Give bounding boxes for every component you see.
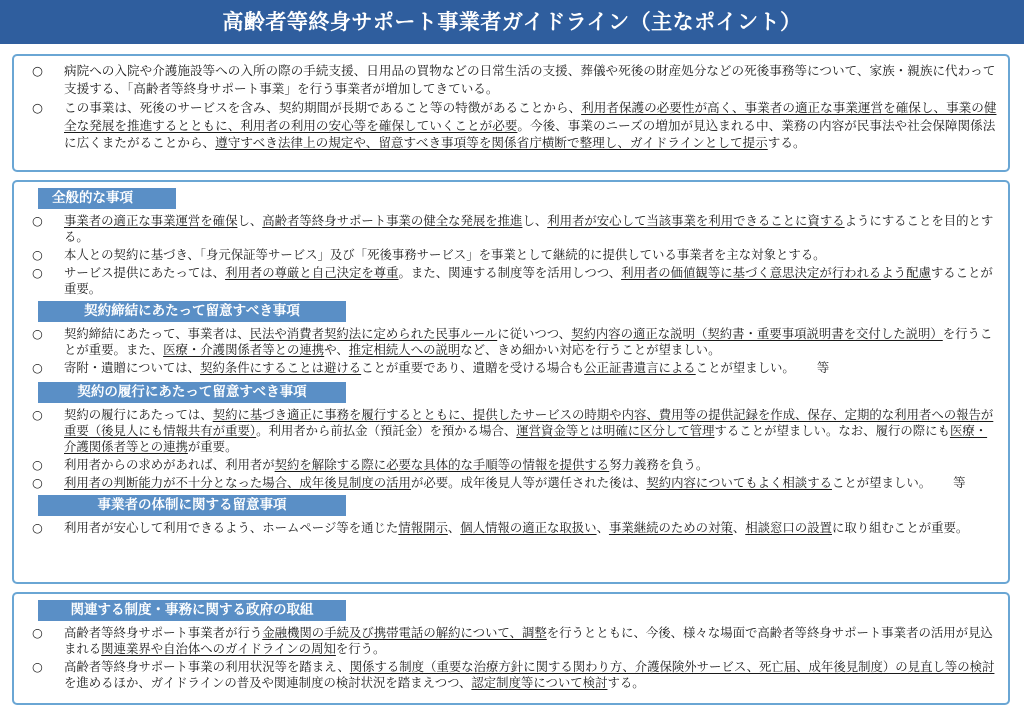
intro-box — [12, 54, 1010, 172]
text-run: 本人との契約に基づき、「身元保証等サービス」及び「死後事務サービス」を事業として継続的に提供している事業者を主な対象とする。 — [64, 247, 826, 262]
bullet-marker: ○ — [32, 360, 43, 375]
text-run: 努力義務を負う。 — [609, 457, 709, 472]
text-run: 寄附・遺贈については、 — [64, 360, 201, 375]
item-text — [64, 457, 708, 472]
emphasized-text: 事業継続のための対策 — [608, 520, 733, 535]
etc-marker: 等 — [816, 360, 830, 375]
section-item — [24, 407, 998, 455]
text-run: 契約締結にあたって、事業者は、 — [64, 326, 250, 341]
item-text — [64, 326, 992, 357]
section-general — [24, 186, 998, 297]
text-run: する。 — [767, 135, 806, 150]
item-text — [64, 407, 993, 454]
bullet-marker: ○ — [32, 326, 43, 341]
text-run: が必要。成年後見人等が選任された後は、 — [410, 475, 647, 490]
page-title: 高齢者等終身サポート事業者ガイドライン（主なポイント） — [0, 0, 1024, 44]
emphasized-text: 利用者が安心して当該事業を利用できることに資する — [547, 213, 845, 228]
guideline-sections-box — [12, 180, 1010, 584]
section-item — [24, 457, 998, 473]
text-run: 高齢者等終身サポート事業者が行う — [64, 625, 263, 640]
emphasized-text: 医療・介護関係者等との連携 — [163, 342, 325, 357]
emphasized-text: 個人情報の適正な取扱い — [460, 520, 597, 535]
emphasized-text: 利用者の尊厳と自己決定を尊重 — [225, 265, 399, 280]
bullet-marker: ○ — [32, 265, 43, 280]
section-item — [24, 213, 998, 245]
emphasized-text: 認定制度等について検討 — [471, 675, 608, 690]
emphasized-text: 運営資金等とは明確に区分して管理 — [516, 423, 715, 438]
text-run: 高齢者等終身サポート事業の利用状況等を踏まえ、 — [64, 659, 350, 674]
section-item — [24, 659, 998, 691]
text-run: することが重要。 — [64, 265, 993, 296]
text-run: 。今後、事業のニーズの増加が見込まれる中、業務の内容が民事法や社会保障関係法に広くまたがることから、 — [64, 117, 996, 150]
item-text — [64, 265, 993, 296]
emphasized-text: 遵守すべき法律上の規定や、留意すべき事項等を関係省庁横断で整理し、ガイドラインとして提示 — [215, 135, 768, 150]
text-run: 、 — [596, 520, 609, 535]
text-run: 。また、関連する制度等を活用しつつ、 — [398, 265, 622, 280]
section-business-structure — [24, 493, 998, 536]
emphasized-text: 推定相続人への説明 — [348, 342, 461, 357]
emphasized-text: 契約を解除する際に必要な具体的な手順等の情報を提供する — [274, 457, 610, 472]
text-run: することが望ましい。なお、履行の際にも — [714, 423, 950, 438]
text-run: ことが望ましい。 — [831, 475, 932, 490]
section-item — [24, 475, 998, 491]
emphasized-text: 関連業界や自治体へのガイドラインの周知 — [101, 641, 336, 656]
section-contract-performance — [24, 380, 998, 491]
bullet-marker: ○ — [32, 625, 43, 640]
section-contract-conclusion — [24, 299, 998, 376]
emphasized-text: 利用者の価値観等に基づく意思決定が行われるよう配慮 — [621, 265, 931, 280]
text-run: を行うことが重要。また、 — [64, 326, 993, 357]
section-item — [24, 326, 998, 358]
text-run: ことが望ましい。 — [695, 360, 795, 375]
text-run: ことが重要であり、遺贈を受ける場合も — [361, 360, 585, 375]
bullet-marker: ○ — [32, 520, 43, 535]
text-run: する。 — [607, 675, 645, 690]
text-run: を行う。 — [335, 641, 386, 656]
text-run: この事業は、死後のサービスを含み、契約期間が長期であること等の特徴があることから、 — [64, 100, 582, 115]
text-run: や、 — [324, 342, 349, 357]
section-item — [24, 520, 998, 536]
emphasized-text: 利用者保護の必要性が高く、事業者の適正な事業運営を確保し、事業の健全な発展を推進するとともに、利用者の利用の安心等を確保していくことが必要 — [64, 100, 997, 133]
section-heading: 事業者の体制に関する留意事項 — [38, 495, 346, 516]
text-run: ようにすることを目的とする。 — [64, 213, 994, 244]
bullet-marker: ○ — [32, 475, 43, 490]
bullet-marker: ○ — [32, 247, 43, 262]
text-run: サービス提供にあたっては、 — [64, 265, 226, 280]
text-run: 。利用者から前払金（預託金）を預かる場合、 — [256, 423, 517, 438]
emphasized-text: 公正証書遺言による — [584, 360, 696, 375]
emphasized-text: 相談窓口の設置 — [745, 520, 832, 535]
intro-paragraph — [24, 99, 998, 152]
text-run: し、 — [522, 213, 548, 228]
bullet-marker: ○ — [32, 407, 43, 422]
text-run: に従いつつ、 — [497, 326, 572, 341]
text-run: に取り組むことが重要。 — [831, 520, 969, 535]
text-run: 利用者からの求めがあれば、利用者が — [64, 457, 275, 472]
item-text — [64, 213, 993, 244]
bullet-marker: ○ — [32, 213, 43, 228]
intro-paragraph — [24, 62, 998, 97]
text-run: 病院への入院や介護施設等への入所の際の手続支援、日用品の買物などの日常生活の支援、葬儀や死後の財産処分などの死後事務等について、家族・親族に代わって支援する、「高齢者等終身サポート事業」を行う事業者が増加してきている。 — [64, 63, 996, 96]
bullet-marker: ○ — [32, 457, 43, 472]
bullet-marker: ○ — [32, 100, 43, 115]
section-heading: 関連する制度・事務に関する政府の取組 — [38, 600, 346, 621]
bullet-marker: ○ — [32, 659, 43, 674]
item-text — [64, 625, 993, 656]
emphasized-text: 関係する制度（重要な治療方針に関する関わり方、介護保険外サービス、死亡届、成年後見制度）の見直し等の検討 — [349, 659, 995, 674]
bullet-marker: ○ — [32, 63, 43, 78]
item-text — [64, 475, 931, 490]
section-item — [24, 247, 998, 263]
section-item — [24, 265, 998, 297]
emphasized-text: するとともに、提供したサービスの時期や内容、費用等の提供記録を作成、保存、定期的な利用者への報告が重要（後見人にも情報共有が重要） — [64, 407, 994, 438]
text-run: し、 — [237, 213, 263, 228]
emphasized-text: 契約内容についてもよく相談する — [646, 475, 832, 490]
emphasized-text: 契約に基づき適正に事務を履行 — [212, 407, 387, 422]
emphasized-text: 利用者の判断能力が不十分となった場合、成年後見制度の活用 — [64, 475, 411, 490]
text-run: を行うとともに、今後、様々な場面で高齢者等終身サポート事業者の活用が見込まれる — [64, 625, 993, 656]
text-run: 契約の履行にあたっては、 — [64, 407, 213, 422]
etc-marker: 等 — [953, 475, 966, 490]
emphasized-text: 民法や消費者契約法に定められた民事ルール — [249, 326, 498, 341]
emphasized-text: 契約条件にすることは避ける — [200, 360, 362, 375]
section-item — [24, 360, 998, 376]
text-run: 、 — [447, 520, 461, 535]
emphasized-text: 高齢者等終身サポート事業の健全な発展を推進 — [262, 213, 523, 228]
item-text — [64, 520, 968, 535]
section-heading: 全般的な事項 — [38, 188, 176, 209]
emphasized-text: 事業者の適正な事業運営を確保 — [64, 213, 238, 228]
text-run: が重要。 — [187, 439, 238, 454]
text-run: 、 — [732, 520, 746, 535]
intro-text — [64, 100, 996, 150]
emphasized-text: 医療・介護関係者等との連携 — [64, 423, 988, 454]
section-heading: 契約締結にあたって留意すべき事項 — [38, 301, 346, 322]
text-run: など、きめ細かい対応を行うことが望ましい。 — [460, 342, 721, 357]
section-item — [24, 625, 998, 657]
intro-text — [64, 63, 995, 96]
text-run: を進めるほか、ガイドラインの普及や関連制度の検討状況を踏まえつつ、 — [64, 675, 472, 690]
emphasized-text: 情報開示 — [398, 520, 448, 535]
item-text — [64, 247, 826, 262]
item-text — [64, 360, 795, 375]
government-initiatives-box — [12, 592, 1010, 705]
section-heading: 契約の履行にあたって留意すべき事項 — [38, 382, 346, 403]
emphasized-text: 金融機関の手続及び携帯電話の解約について、調整 — [262, 625, 547, 640]
emphasized-text: 契約内容の適正な説明（契約書・重要事項説明書を交付した説明） — [571, 326, 943, 341]
item-text — [64, 659, 994, 690]
text-run: 利用者が安心して利用できるよう、ホームページ等を通じた — [64, 520, 399, 535]
